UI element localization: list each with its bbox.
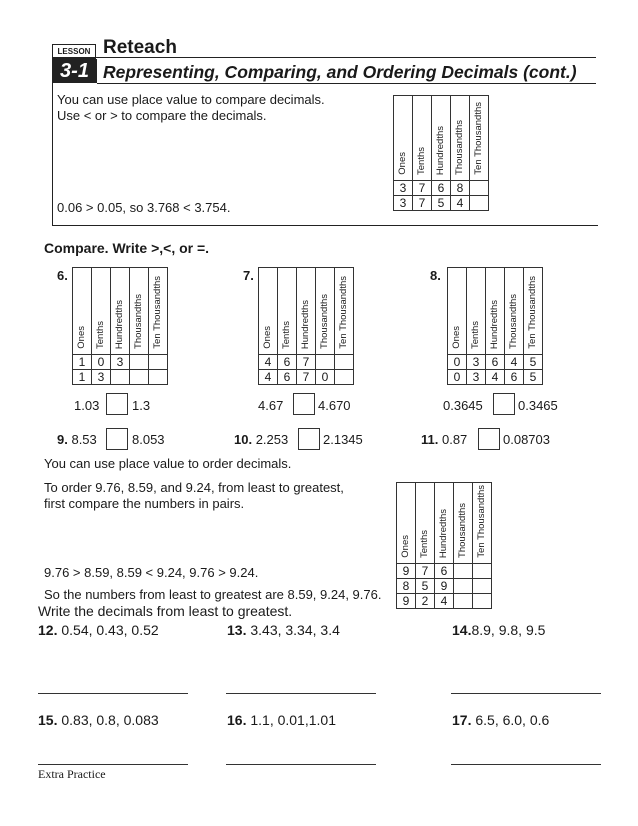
practice-item-14: [452, 622, 545, 638]
col-header: Hundredths: [438, 508, 449, 558]
table-cell: 5: [416, 579, 435, 594]
col-header: Tenths: [281, 321, 292, 349]
header-rule: [52, 57, 596, 58]
problem-11-answer-box[interactable]: [478, 428, 500, 450]
table-cell: [473, 594, 492, 609]
table-cell: 7: [297, 355, 316, 370]
lesson-label: LESSON: [52, 44, 96, 59]
table-cell: [470, 196, 489, 211]
table-cell: 3: [467, 370, 486, 385]
col-header: Ten Thousandths: [152, 276, 163, 349]
col-header: Tenths: [419, 530, 430, 558]
table-cell: 1: [73, 370, 92, 385]
table-cell: [130, 355, 149, 370]
table-cell: 0: [448, 355, 467, 370]
table-row: [73, 370, 168, 385]
practice-item-17: [452, 712, 549, 728]
table-cell: 6: [432, 181, 451, 196]
problem-10-answer-box[interactable]: [298, 428, 320, 450]
practice-item-12: [38, 622, 159, 638]
problem-6-table: [72, 267, 168, 385]
table-cell: [111, 370, 130, 385]
table-cell: [454, 564, 473, 579]
table-cell: 3: [467, 355, 486, 370]
answer-line-17[interactable]: [451, 764, 601, 765]
col-header: Thousandths: [508, 294, 519, 349]
col-header: Ones: [76, 326, 87, 349]
practice-item-16: [227, 712, 336, 728]
problem-11: [421, 432, 467, 447]
table-cell: 8: [451, 181, 470, 196]
answer-line-12[interactable]: [38, 693, 188, 694]
col-header: Tenths: [95, 321, 106, 349]
col-header: Tenths: [470, 321, 481, 349]
table-cell: 4: [259, 370, 278, 385]
table-cell: [454, 579, 473, 594]
problem-6-number: 6.: [57, 268, 68, 283]
table-cell: 3: [394, 196, 413, 211]
item-number: 13.: [227, 622, 247, 638]
problem-8-number: 8.: [430, 268, 441, 283]
problem-8-table: [447, 267, 543, 385]
problem-8-answer-box[interactable]: [493, 393, 515, 415]
page-title: Reteach: [103, 37, 177, 58]
table-cell: 4: [505, 355, 524, 370]
answer-line-14[interactable]: [451, 693, 601, 694]
col-header: Ten Thousandths: [527, 276, 538, 349]
intro-result: 0.06 > 0.05, so 3.768 < 3.754.: [57, 200, 231, 215]
table-cell: [149, 370, 168, 385]
table-cell: 7: [416, 564, 435, 579]
problem-6-answer-box[interactable]: [106, 393, 128, 415]
page-subtitle: Representing, Comparing, and Ordering Decimals (cont.): [103, 62, 577, 82]
problem-9-number: 9.: [57, 432, 68, 447]
table-cell: 2: [416, 594, 435, 609]
problem-11-number: 11.: [421, 432, 439, 447]
col-header: Thousandths: [457, 503, 468, 558]
item-number: 12.: [38, 622, 58, 638]
problem-10-number: 10.: [234, 432, 253, 447]
table-row: [259, 370, 354, 385]
table-cell: 9: [435, 579, 454, 594]
item-text: 0.54, 0.43, 0.52: [57, 622, 159, 638]
problem-9-right: 8.053: [132, 432, 165, 447]
item-text: 0.83, 0.8, 0.083: [57, 712, 159, 728]
table-row: [448, 370, 543, 385]
col-header: Ten Thousandths: [338, 276, 349, 349]
table-cell: 9: [397, 564, 416, 579]
table-cell: 6: [486, 355, 505, 370]
order-pairs: 9.76 > 8.59, 8.59 < 9.24, 9.76 > 9.24.: [44, 565, 259, 580]
table-cell: 6: [278, 355, 297, 370]
table-cell: [335, 370, 354, 385]
table-cell: [470, 181, 489, 196]
table-cell: 7: [297, 370, 316, 385]
problem-11-right: 0.08703: [503, 432, 550, 447]
table-cell: 6: [505, 370, 524, 385]
table-cell: 5: [524, 370, 543, 385]
problem-7-right: 4.670: [318, 398, 351, 413]
item-text: 8.9, 9.8, 9.5: [471, 622, 546, 638]
item-number: 14.: [452, 622, 472, 638]
col-header: Ones: [400, 535, 411, 558]
table-cell: 7: [413, 181, 432, 196]
table-cell: [473, 564, 492, 579]
table-cell: 3: [111, 355, 130, 370]
problem-6-right: 1.3: [132, 398, 151, 413]
col-header: Ones: [451, 326, 462, 349]
table-cell: 6: [435, 564, 454, 579]
footer-label: Extra Practice: [38, 767, 106, 781]
header-row: [394, 96, 489, 181]
table-cell: 4: [486, 370, 505, 385]
item-text: 3.43, 3.34, 3.4: [246, 622, 340, 638]
problem-7-left: 4.67: [258, 398, 284, 413]
problem-10-left: 2.253: [255, 432, 289, 447]
table-cell: 1: [73, 355, 92, 370]
item-number: 16.: [227, 712, 247, 728]
col-header: Hundredths: [300, 299, 311, 349]
table-cell: 5: [524, 355, 543, 370]
practice-item-13: [227, 622, 340, 638]
col-header: Thousandths: [454, 120, 465, 175]
table-row: [73, 355, 168, 370]
order-conclusion: So the numbers from least to greatest are 8.59, 9.24, 9.76.: [44, 587, 382, 602]
table-cell: [149, 355, 168, 370]
table-row: [394, 181, 489, 196]
table-row: [259, 355, 354, 370]
intro-line-1: You can use place value to compare decimals.: [57, 92, 325, 107]
order-line-1: You can use place value to order decimals.: [44, 456, 292, 471]
problem-11-left: 0.87: [441, 432, 468, 447]
table-row: [397, 564, 492, 579]
table-cell: 7: [413, 196, 432, 211]
problem-10: [234, 432, 288, 447]
problem-7-table: [258, 267, 354, 385]
col-header: Thousandths: [319, 294, 330, 349]
col-header: Thousandths: [133, 294, 144, 349]
problem-9: [57, 432, 97, 447]
col-header: Ones: [262, 326, 273, 349]
table-row: [448, 355, 543, 370]
col-header: Hundredths: [114, 299, 125, 349]
item-text: 1.1, 0.01,1.01: [246, 712, 336, 728]
table-cell: 0: [316, 370, 335, 385]
table-cell: [473, 579, 492, 594]
item-number: 15.: [38, 712, 58, 728]
order-line-3: first compare the numbers in pairs.: [44, 496, 245, 511]
item-number: 17.: [452, 712, 472, 728]
problem-7-answer-box[interactable]: [293, 393, 315, 415]
col-header: Hundredths: [489, 299, 500, 349]
intro-line-2: Use < or > to compare the decimals.: [57, 108, 267, 123]
col-header: Ten Thousandths: [476, 485, 487, 558]
item-text: 6.5, 6.0, 0.6: [471, 712, 550, 728]
problem-9-left: 8.53: [71, 432, 97, 447]
table-cell: 4: [451, 196, 470, 211]
order-line-2: To order 9.76, 8.59, and 9.24, from least to greatest,: [44, 480, 344, 495]
table-row: [394, 196, 489, 211]
table-cell: [130, 370, 149, 385]
table-cell: 5: [432, 196, 451, 211]
col-header: Hundredths: [435, 125, 446, 175]
table-cell: [335, 355, 354, 370]
table-cell: 8: [397, 579, 416, 594]
table-cell: 9: [397, 594, 416, 609]
table-cell: 3: [92, 370, 111, 385]
problem-6-left: 1.03: [74, 398, 100, 413]
answer-line-15[interactable]: [38, 764, 188, 765]
table-cell: [454, 594, 473, 609]
problem-8-left: 0.3645: [443, 398, 483, 413]
table-cell: 0: [448, 370, 467, 385]
problem-8-right: 0.3465: [518, 398, 558, 413]
col-header: Ones: [397, 152, 408, 175]
intro-place-value-table: [393, 95, 489, 211]
problem-10-right: 2.1345: [323, 432, 363, 447]
order-place-value-table: [396, 482, 492, 609]
table-cell: 6: [278, 370, 297, 385]
problem-7-number: 7.: [243, 268, 254, 283]
practice-instruction: Write the decimals from least to greatest.: [38, 603, 293, 619]
col-header: Tenths: [416, 147, 427, 175]
col-header: Ten Thousandths: [473, 102, 484, 175]
problem-9-answer-box[interactable]: [106, 428, 128, 450]
table-row: [397, 594, 492, 609]
answer-line-13[interactable]: [226, 693, 376, 694]
lesson-number: 3-1: [52, 59, 97, 83]
table-cell: 4: [435, 594, 454, 609]
table-cell: 3: [394, 181, 413, 196]
table-cell: 0: [92, 355, 111, 370]
practice-item-15: [38, 712, 159, 728]
answer-line-16[interactable]: [226, 764, 376, 765]
table-row: [397, 579, 492, 594]
table-cell: 4: [259, 355, 278, 370]
table-cell: [316, 355, 335, 370]
compare-instruction: Compare. Write >,<, or =.: [44, 240, 210, 256]
